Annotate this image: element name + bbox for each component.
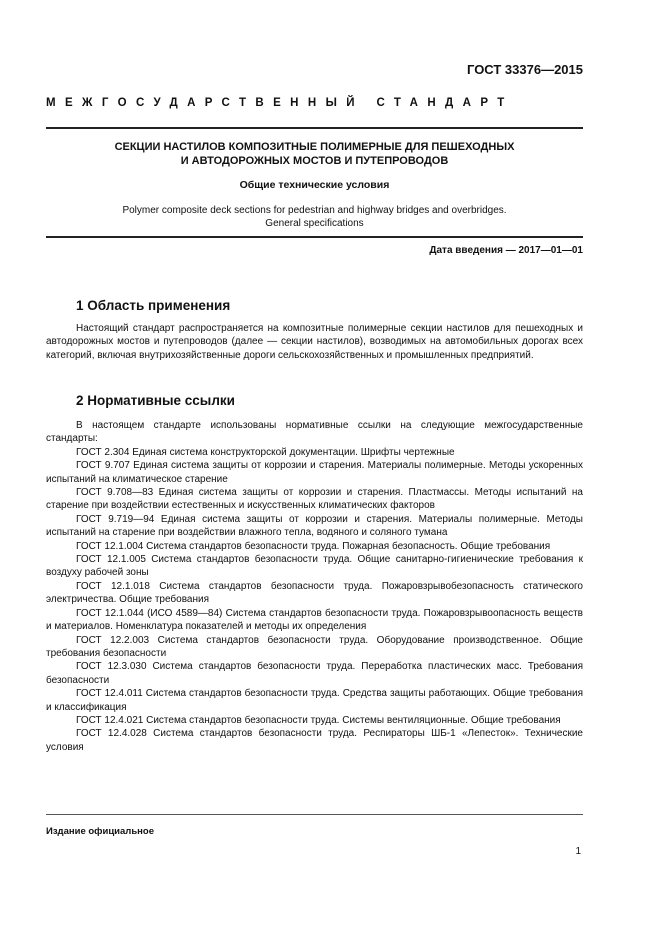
- reference-item: ГОСТ 12.4.021 Система стандартов безопасности труда. Системы вентиляционные. Общие требования: [76, 714, 561, 726]
- reference-item: ГОСТ 2.304 Единая система конструкторской документации. Шрифты чертежные: [76, 446, 455, 458]
- footer-divider: [46, 814, 583, 815]
- interstate-standard-banner: МЕЖГОСУДАРСТВЕННЫЙ СТАНДАРТ: [46, 97, 514, 109]
- english-title: [46, 205, 583, 230]
- english-title-line-2: General specifications: [265, 217, 364, 229]
- reference-item: ГОСТ 12.4.028 Система стандартов безопасности труда. Респираторы ШБ-1 «Лепесток». Технические условия: [46, 728, 583, 753]
- section-1-heading: 1 Область применения: [76, 298, 231, 313]
- standard-code: ГОСТ 33376—2015: [467, 62, 583, 77]
- reference-item: ГОСТ 9.719—94 Единая система защиты от коррозии и старения. Материалы полимерные. Методы испытаний на старение при воздействии влажного тепла, водяного и соляного тумана: [46, 513, 583, 539]
- section-2-body: [46, 419, 583, 754]
- title-line-1: СЕКЦИИ НАСТИЛОВ КОМПОЗИТНЫЕ ПОЛИМЕРНЫЕ ДЛЯ ПЕШЕХОДНЫХ: [114, 141, 515, 153]
- section-1-paragraph: Настоящий стандарт распространяется на композитные полимерные секции настилов для пешеходных и автодорожных мостов и путепроводов (далее — секции настилов), возводимых на автомобильных дорогах всех категорий, включая внутрихозяйственные дороги сельскохозяйственных и промышленных предприятий.: [46, 323, 583, 361]
- english-title-line-1: Polymer composite deck sections for pedestrian and highway bridges and overbridges.: [122, 205, 507, 216]
- top-divider: [46, 127, 583, 129]
- document-subtitle: Общие технические условия: [239, 179, 390, 191]
- reference-item: ГОСТ 12.1.004 Система стандартов безопасности труда. Пожарная безопасность. Общие требования: [76, 540, 551, 552]
- reference-item: ГОСТ 12.3.030 Система стандартов безопасности труда. Переработка пластических масс. Требования безопасности: [46, 661, 583, 686]
- section-1-body: [46, 322, 583, 362]
- title-divider: [46, 236, 583, 238]
- reference-item: ГОСТ 12.1.044 (ИСО 4589—84) Система стандартов безопасности труда. Пожаровзрывоопасность веществ и материалов. Номенклатура показателей и методы их определения: [46, 607, 583, 633]
- reference-item: ГОСТ 9.707 Единая система защиты от коррозии и старения. Материалы полимерные. Методы ускоренных испытаний на климатическое старение: [46, 460, 583, 485]
- reference-item: ГОСТ 12.4.011 Система стандартов безопасности труда. Средства защиты работающих. Общие требования и классификация: [46, 688, 583, 713]
- reference-item: ГОСТ 12.1.005 Система стандартов безопасности труда. Общие санитарно-гигиенические требования к воздуху рабочей зоны: [46, 554, 583, 579]
- official-edition-note: Издание официальное: [46, 826, 154, 837]
- reference-item: ГОСТ 9.708—83 Единая система защиты от коррозии и старения. Пластмассы. Методы испытаний на старение при воздействии естественных и искусственных климатических факторов: [46, 487, 583, 512]
- title-line-2: И АВТОДОРОЖНЫХ МОСТОВ И ПУТЕПРОВОДОВ: [180, 155, 449, 167]
- reference-item: ГОСТ 12.1.018 Система стандартов безопасности труда. Пожаровзрывобезопасность статического электричества. Общие требования: [46, 580, 583, 606]
- document-title: [46, 140, 583, 168]
- page-number: 1: [575, 846, 581, 857]
- reference-item: ГОСТ 12.2.003 Система стандартов безопасности труда. Оборудование производственное. Общие требования безопасности: [46, 634, 583, 659]
- references-intro: В настоящем стандарте использованы нормативные ссылки на следующие межгосударственные стандарты:: [46, 420, 583, 445]
- introduction-date: Дата введения — 2017—01—01: [429, 245, 583, 256]
- section-2-heading: 2 Нормативные ссылки: [76, 393, 235, 408]
